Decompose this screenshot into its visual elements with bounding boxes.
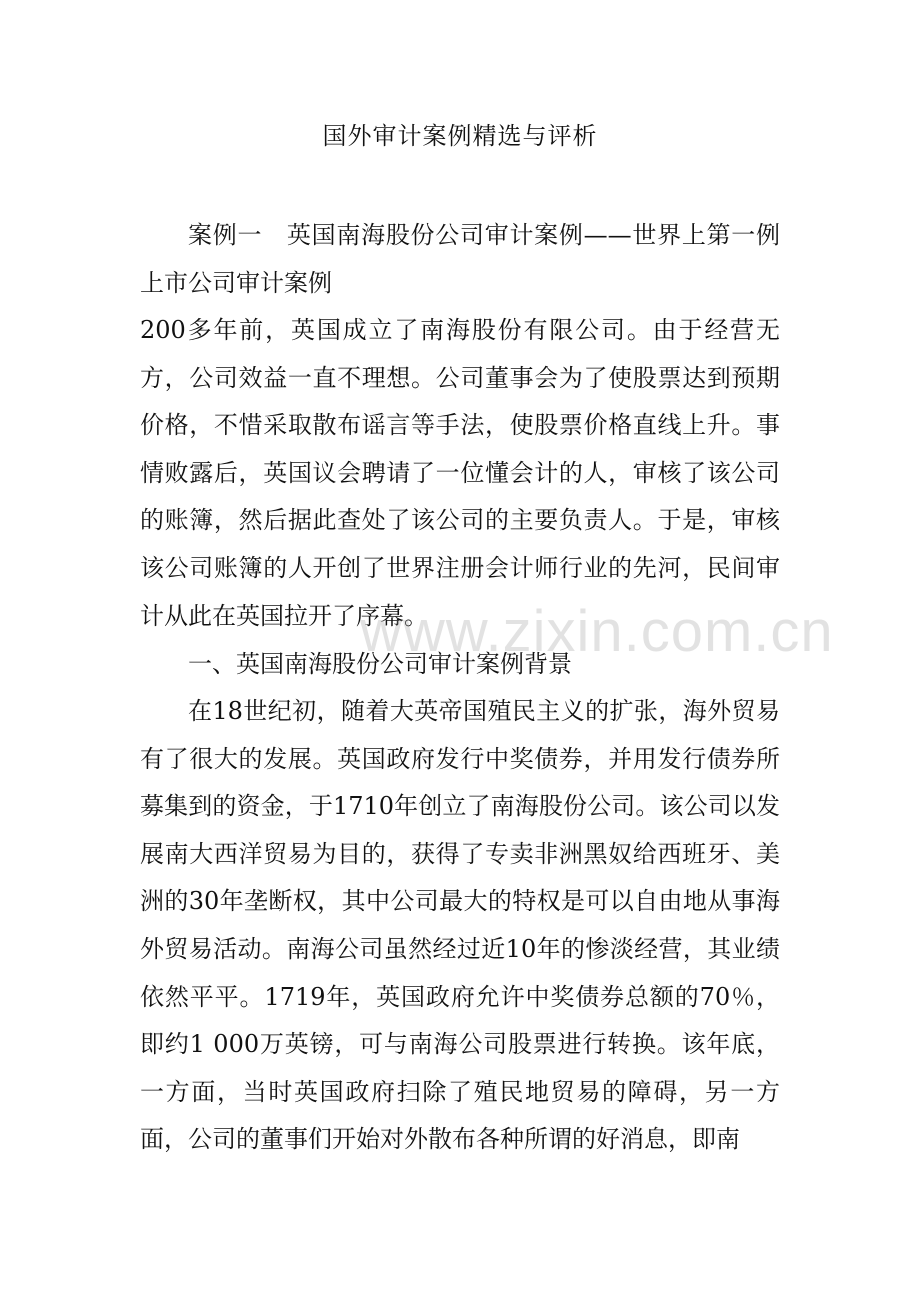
watermark: www.zixin.com.cn [360, 599, 834, 664]
document-title: 国外审计案例精选与评析 [322, 122, 598, 150]
section-heading: 一、英国南海股份公司审计案例背景 [188, 650, 572, 678]
section-paragraph: 在18世纪初，随着大英帝国殖民主义的扩张，海外贸易有了很大的发展。英国政府发行中奖债券，并用发行债券所募集到的资金，于1710年创立了南海股份公司。该公司以发展南大西洋贸易为目的，获得了专卖非洲黑奴给西班牙、美洲的30年垄断权，其中公司最大的特权是可以自由地从事海外贸易活动。南海公司虽然经过近10年的惨淡经营，其业绩依然平平。1719年，英国政府允许中奖债券总额的70％，即约1 000万英镑，可与南海公司股票进行转换。该年底，一方面，当时英国政府扫除了殖民地贸易的障碍，另一方面，公司的董事们开始对外散布各种所谓的好消息，即南 [140, 697, 780, 1154]
case-heading: 案例一 英国南海股份公司审计案例——世界上第一例上市公司审计案例 [140, 221, 780, 297]
intro-paragraph: 200多年前，英国成立了南海股份有限公司。由于经营无方，公司效益一直不理想。公司董事会为了使股票达到预期价格，不惜采取散布谣言等手法，使股票价格直线上升。事情败露后，英国议会聘请了一位懂会计的人，审核了该公司的账簿，然后据此查处了该公司的主要负责人。于是，审核该公司账簿的人开创了世界注册会计师行业的先河，民间审计从此在英国拉开了序幕。 [140, 316, 780, 630]
